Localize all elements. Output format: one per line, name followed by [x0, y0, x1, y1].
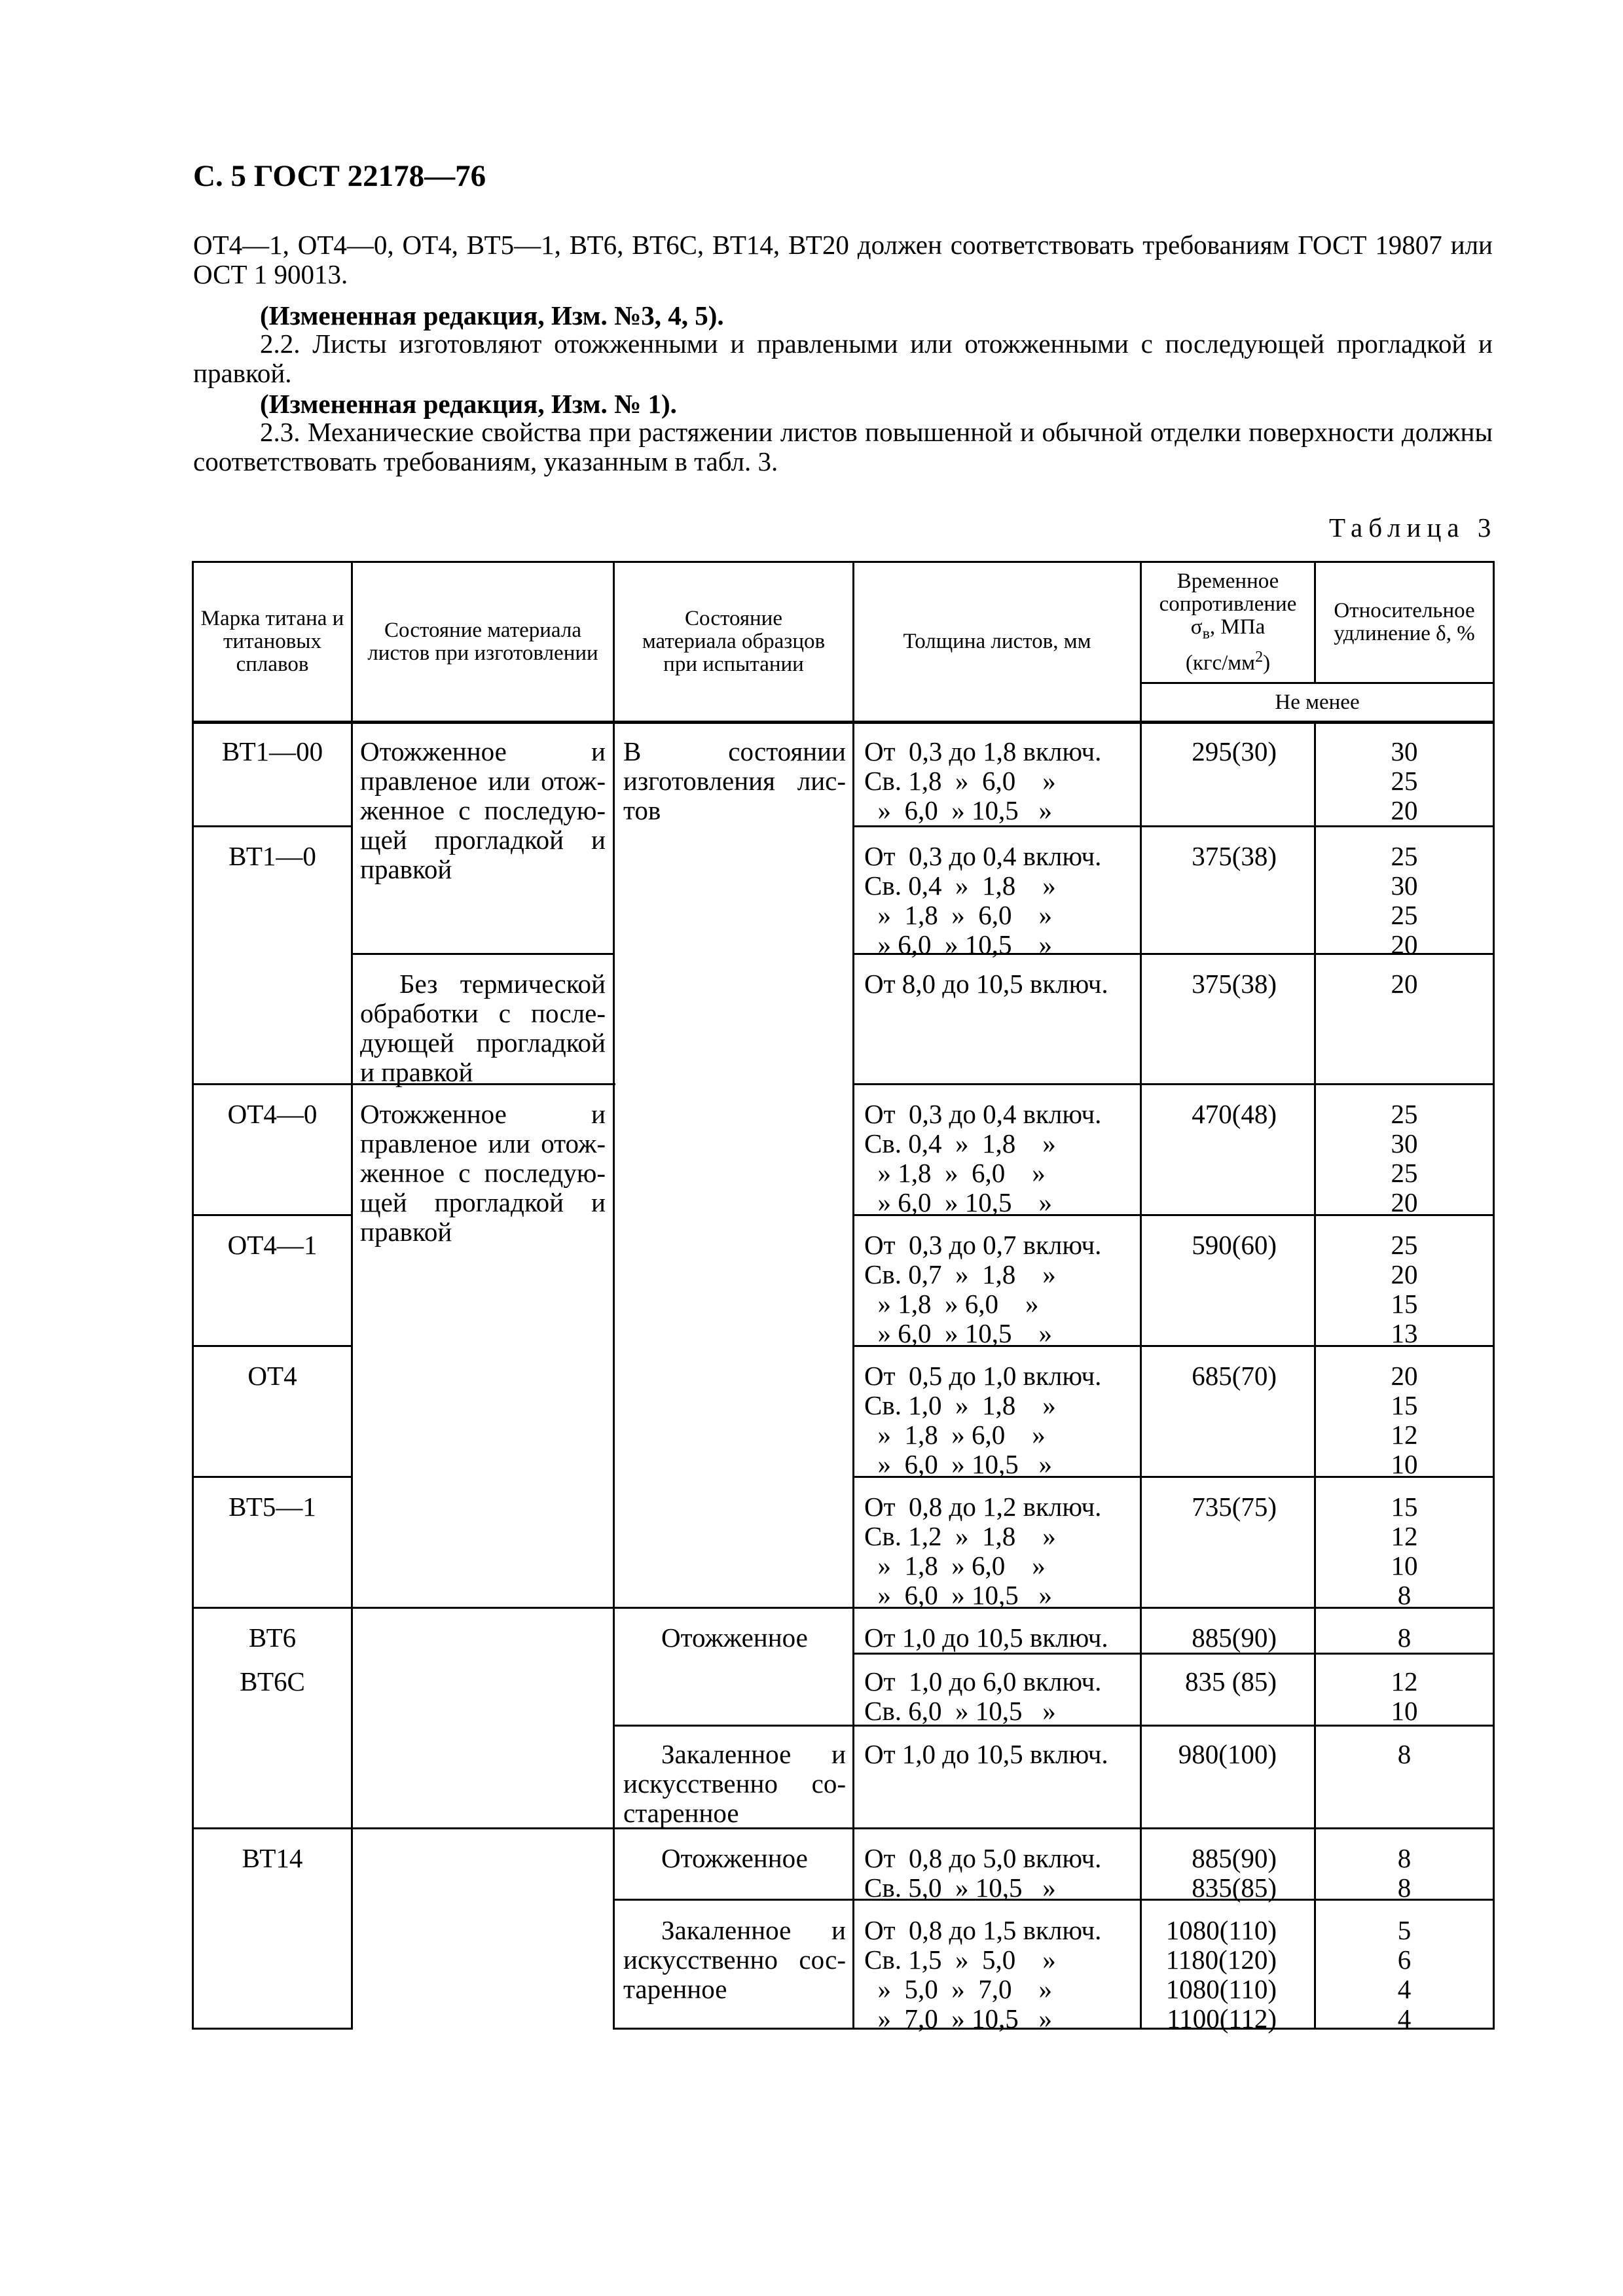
- thickness-cell-line: » 6,0 » 10,5 »: [864, 1318, 1052, 1348]
- elongation-cell-line: 4: [1397, 2003, 1412, 2034]
- elongation-cell-line: 25: [1391, 766, 1418, 796]
- elongation-cell-line: 4: [1397, 1974, 1412, 2004]
- elongation-cell: [1316, 1667, 1493, 1726]
- tensile-strength-cell-line: 375(38): [1192, 841, 1277, 871]
- elongation-cell-line: 20: [1391, 1361, 1418, 1391]
- thickness-cell-line: От 0,3 до 1,8 включ.: [864, 736, 1102, 766]
- elongation-cell-line: 30: [1391, 870, 1418, 901]
- elongation-cell-line: 20: [1391, 929, 1418, 960]
- elongation-cell-line: 15: [1391, 1289, 1418, 1319]
- tensile-strength-cell-line: 1080(110): [1165, 1974, 1277, 2004]
- state-line: Закаленное и: [661, 1739, 846, 1769]
- elongation-cell: [1316, 1623, 1493, 1653]
- state-testing-as-manufactured: [623, 737, 846, 825]
- tensile-strength-cell: [1142, 1230, 1277, 1260]
- thickness-cell-line: От 1,0 до 6,0 включ.: [864, 1666, 1102, 1696]
- header-strength-line: Временное сопротивление: [1159, 569, 1297, 617]
- state-line: тов: [623, 795, 661, 825]
- state-manufacture-annealed-straightened: [360, 737, 606, 884]
- table-rule: [192, 1476, 352, 1478]
- thickness-cell: [864, 1361, 1139, 1479]
- grade-ot4-1: ОТ4—1: [227, 1230, 318, 1260]
- tensile-strength-cell-line: 590(60): [1192, 1230, 1277, 1260]
- elongation-cell-line: 12: [1391, 1420, 1418, 1450]
- thickness-cell-line: Св. 5,0 » 10,5 »: [864, 1873, 1056, 1903]
- state-testing-annealed-vt14: Отожженное: [661, 1843, 808, 1873]
- elongation-cell-line: 30: [1391, 736, 1418, 766]
- table-border-bottom: [192, 2028, 352, 2030]
- elongation-cell-line: 20: [1391, 795, 1418, 825]
- thickness-cell-line: » 1,8 » 6,0 »: [864, 1289, 1039, 1319]
- elongation-cell-line: 5: [1397, 1915, 1412, 1945]
- header-thickness: Толщина листов, мм: [903, 630, 1091, 653]
- thickness-cell-line: » 6,0 » 10,5 »: [864, 929, 1052, 960]
- thickness-cell-line: » 1,8 » 6,0 »: [864, 1420, 1046, 1450]
- thickness-cell-line: От 1,0 до 10,5 включ.: [864, 1623, 1108, 1653]
- header-not-less: Не менее: [1275, 690, 1360, 714]
- amendment-note: (Измененная редакция, Изм. № 1).: [260, 389, 677, 419]
- tensile-strength-cell-line: 835(85): [1192, 1873, 1277, 1903]
- header-strength-alt-unit: [1186, 646, 1270, 675]
- thickness-cell: [864, 1492, 1139, 1610]
- grade-vt14: ВТ14: [242, 1843, 303, 1873]
- state-line: Закаленное и: [661, 1915, 846, 1945]
- grade-vt6s: ВТ6С: [240, 1666, 305, 1696]
- elongation-cell: [1316, 1230, 1493, 1348]
- state-line: Без термической: [399, 969, 606, 999]
- table-rule: [352, 953, 614, 955]
- state-line: щей прогладкой и: [360, 1187, 606, 1217]
- state-line: изготовления лис-: [623, 766, 846, 796]
- thickness-cell-line: » 1,8 » 6,0 »: [864, 1158, 1046, 1188]
- thickness-cell-line: Св. 1,0 » 1,8 »: [864, 1390, 1056, 1420]
- page-header: С. 5 ГОСТ 22178—76: [193, 159, 486, 193]
- elongation-cell: [1316, 1916, 1493, 2034]
- table-column-rule: [852, 561, 854, 2030]
- elongation-cell-line: 10: [1391, 1696, 1418, 1726]
- tensile-strength-cell-line: 885(90): [1192, 1843, 1277, 1873]
- elongation-cell-line: 20: [1391, 1259, 1418, 1289]
- unit-mpa: , МПа: [1209, 615, 1266, 639]
- grade-vt1-0: ВТ1—0: [228, 841, 316, 871]
- table-column-rule: [351, 561, 353, 2030]
- thickness-cell-line: Св. 1,2 » 1,8 »: [864, 1521, 1056, 1551]
- thickness-cell-line: От 0,3 до 0,4 включ.: [864, 1099, 1102, 1129]
- state-line: правкой: [360, 854, 452, 884]
- elongation-cell-line: 12: [1391, 1666, 1418, 1696]
- header-state-manufacture: Состояние материала листов при изготовлении: [367, 618, 598, 665]
- elongation-cell-line: 8: [1397, 1843, 1412, 1873]
- tensile-strength-cell-line: 885(90): [1192, 1623, 1277, 1653]
- table-border-right: [1493, 561, 1495, 2030]
- thickness-cell-line: От 0,8 до 1,5 включ.: [864, 1915, 1102, 1945]
- grade-vt5-1: ВТ5—1: [228, 1492, 316, 1522]
- elongation-cell-line: 13: [1391, 1318, 1418, 1348]
- tensile-strength-cell-line: 1080(110): [1165, 1915, 1277, 1945]
- elongation-cell-line: 15: [1391, 1390, 1418, 1420]
- elongation-cell: [1316, 737, 1493, 825]
- tensile-strength-cell: [1142, 1623, 1277, 1653]
- tensile-strength-cell: [1142, 1667, 1277, 1696]
- elongation-cell: [1316, 1844, 1493, 1903]
- state-testing-hardened-aged-vt14: [623, 1916, 846, 2004]
- header-elongation: Относительное удлинение δ, %: [1334, 599, 1475, 645]
- state-line: Отожженное и: [360, 736, 606, 766]
- thickness-cell-line: » 7,0 » 10,5 »: [864, 2003, 1052, 2034]
- tensile-strength-cell-line: 735(75): [1192, 1492, 1277, 1522]
- tensile-strength-cell-line: 835 (85): [1184, 1666, 1277, 1696]
- tensile-strength-cell: [1142, 1100, 1277, 1129]
- thickness-cell: [864, 1230, 1139, 1348]
- tensile-strength-cell: [1142, 1916, 1277, 2034]
- elongation-cell-line: 15: [1391, 1492, 1418, 1522]
- tensile-strength-cell: [1142, 1740, 1277, 1769]
- thickness-cell-line: » 1,8 » 6,0 »: [864, 1551, 1046, 1581]
- elongation-cell-line: 25: [1391, 900, 1418, 930]
- thickness-cell: [864, 1740, 1139, 1769]
- thickness-cell-line: От 0,8 до 1,2 включ.: [864, 1492, 1102, 1522]
- tensile-strength-cell: [1142, 737, 1277, 766]
- thickness-cell-line: От 0,8 до 5,0 включ.: [864, 1843, 1102, 1873]
- elongation-cell: [1316, 969, 1493, 999]
- thickness-cell: [864, 969, 1139, 999]
- thickness-cell-line: Св. 1,5 » 5,0 »: [864, 1945, 1056, 1975]
- thickness-cell-line: От 0,3 до 0,7 включ.: [864, 1230, 1102, 1260]
- paragraph-2-2: 2.2. Листы изготовляют отожженными и правлеными или отожженными с последующей прогладкой и правкой.: [193, 329, 1493, 388]
- header-tensile-strength: [1142, 563, 1314, 682]
- state-manufacture-annealed-straightened-2: [360, 1100, 606, 1247]
- tensile-strength-cell-line: 980(100): [1178, 1739, 1277, 1769]
- thickness-cell-line: Св. 0,4 » 1,8 »: [864, 870, 1056, 901]
- thickness-cell: [864, 1844, 1139, 1903]
- tensile-strength-cell-line: 685(70): [1192, 1361, 1277, 1391]
- elongation-cell-line: 8: [1397, 1580, 1412, 1610]
- state-line: дующей прогладкой: [360, 1028, 606, 1058]
- table-rule: [854, 825, 1495, 827]
- thickness-cell: [864, 1916, 1139, 2034]
- tensile-strength-cell-line: 375(38): [1192, 969, 1277, 999]
- grade-vt1-00: ВТ1—00: [221, 736, 323, 766]
- elongation-cell: [1316, 1100, 1493, 1217]
- thickness-cell-line: Св. 1,8 » 6,0 »: [864, 766, 1056, 796]
- state-line: искусственно со-: [623, 1768, 846, 1799]
- elongation-cell-line: 25: [1391, 1099, 1418, 1129]
- state-line: старенное: [623, 1798, 739, 1828]
- tensile-strength-cell-line: 470(48): [1192, 1099, 1277, 1129]
- thickness-cell-line: » 5,0 » 7,0 »: [864, 1974, 1052, 2004]
- unit-kgf: (кгс/мм: [1185, 651, 1256, 675]
- state-line: таренное: [623, 1974, 727, 2004]
- elongation-cell-line: 20: [1391, 969, 1418, 999]
- elongation-cell-line: 25: [1391, 1230, 1418, 1260]
- thickness-cell-line: От 0,5 до 1,0 включ.: [864, 1361, 1102, 1391]
- tensile-strength-cell-line: 1100(112): [1167, 2003, 1277, 2034]
- state-line: щей прогладкой и: [360, 825, 606, 855]
- table-rule: [192, 1345, 352, 1347]
- table-rule: [192, 1214, 352, 1216]
- grade-vt6: ВТ6: [248, 1623, 297, 1653]
- table-rule: [192, 1607, 1495, 1609]
- elongation-cell-line: 25: [1391, 1158, 1418, 1188]
- sigma-symbol: σ: [1190, 615, 1203, 639]
- state-line: правленое или отож-: [360, 1128, 606, 1158]
- elongation-cell-line: 8: [1397, 1623, 1412, 1653]
- elongation-cell-line: 8: [1397, 1873, 1412, 1903]
- state-line: и правкой: [360, 1057, 473, 1087]
- tensile-strength-cell: [1142, 1361, 1277, 1391]
- state-testing-annealed: Отожженное: [661, 1623, 808, 1653]
- table-column-rule: [613, 561, 615, 2030]
- thickness-cell-line: » 6,0 » 10,5 »: [864, 1449, 1052, 1479]
- thickness-cell-line: » 6,0 » 10,5 »: [864, 795, 1052, 825]
- elongation-cell-line: 8: [1397, 1739, 1412, 1769]
- tensile-strength-cell-line: 295(30): [1192, 736, 1277, 766]
- table-rule: [854, 1083, 1495, 1085]
- tensile-strength-cell: [1142, 969, 1277, 999]
- state-line: женное с последую-: [360, 795, 606, 825]
- elongation-cell-line: 10: [1391, 1449, 1418, 1479]
- elongation-cell: [1316, 1740, 1493, 1769]
- thickness-cell: [864, 737, 1139, 825]
- thickness-cell-line: Св. 0,7 » 1,8 »: [864, 1259, 1056, 1289]
- thickness-cell-line: » 6,0 » 10,5 »: [864, 1187, 1052, 1217]
- state-line: женное с последую-: [360, 1158, 606, 1188]
- elongation-cell-line: 10: [1391, 1551, 1418, 1581]
- elongation-cell-line: 6: [1397, 1945, 1412, 1975]
- thickness-cell: [864, 1100, 1139, 1217]
- state-line: правкой: [360, 1217, 452, 1247]
- table-label: Таблица 3: [1329, 512, 1497, 543]
- unit-kgf-superscript: 2: [1255, 648, 1264, 666]
- elongation-cell-line: 25: [1391, 841, 1418, 871]
- paragraph-2-3: 2.3. Механические свойства при растяжении листов повышенной и обычной отделки поверхности должны соответствовать требованиям, указанным в табл. 3.: [193, 417, 1493, 476]
- state-line: искусственно сос-: [623, 1945, 846, 1975]
- thickness-cell-line: Св. 0,4 » 1,8 »: [864, 1128, 1056, 1158]
- table-border-left: [192, 561, 194, 2030]
- header-grade: Марка титана и титановых сплавов: [200, 607, 344, 676]
- thickness-cell-line: » 1,8 » 6,0 »: [864, 900, 1052, 930]
- elongation-cell: [1316, 1361, 1493, 1479]
- thickness-cell: [864, 1623, 1139, 1653]
- state-line: правленое или отож-: [360, 766, 606, 796]
- state-line: В состоянии: [623, 736, 846, 766]
- elongation-cell-line: 12: [1391, 1521, 1418, 1551]
- header-strength-unit: [1191, 616, 1265, 646]
- amendment-note: (Измененная редакция, Изм. №3, 4, 5).: [260, 300, 724, 331]
- thickness-cell-line: От 1,0 до 10,5 включ.: [864, 1739, 1108, 1769]
- table-rule: [854, 1653, 1495, 1655]
- tensile-strength-cell: [1142, 1492, 1277, 1522]
- elongation-cell-line: 30: [1391, 1128, 1418, 1158]
- state-manufacture-no-heat-treatment: [360, 969, 606, 1087]
- elongation-cell: [1316, 1492, 1493, 1610]
- tensile-strength-cell: [1142, 842, 1277, 871]
- paragraph-continuation: ОТ4—1, ОТ4—0, ОТ4, ВТ5—1, ВТ6, ВТ6С, ВТ14, ВТ20 должен соответствовать требованиям ГОСТ 19807 или ОСТ 1 90013.: [193, 230, 1493, 289]
- header-state-testing: Состояние материала образцов при испытании: [642, 607, 826, 676]
- elongation-cell: [1316, 842, 1493, 960]
- tensile-strength-cell: [1142, 1844, 1277, 1903]
- thickness-cell: [864, 1667, 1139, 1726]
- grade-ot4: ОТ4: [247, 1361, 297, 1391]
- thickness-cell-line: » 6,0 » 10,5 »: [864, 1580, 1052, 1610]
- thickness-cell-line: Св. 6,0 » 10,5 »: [864, 1696, 1056, 1726]
- tensile-strength-cell-line: 1180(120): [1165, 1945, 1277, 1975]
- state-line: Отожженное и: [360, 1099, 606, 1129]
- state-line: обработки с после-: [360, 998, 606, 1028]
- thickness-cell-line: От 8,0 до 10,5 включ.: [864, 969, 1108, 999]
- table-rule: [192, 825, 352, 827]
- elongation-cell-line: 20: [1391, 1187, 1418, 1217]
- sigma-subscript: в: [1202, 625, 1210, 643]
- thickness-cell-line: От 0,3 до 0,4 включ.: [864, 841, 1102, 871]
- grade-ot4-0: ОТ4—0: [227, 1099, 318, 1129]
- state-testing-hardened-aged: [623, 1740, 846, 1828]
- table-header-rule: [192, 721, 1495, 724]
- thickness-cell: [864, 842, 1139, 960]
- unit-kgf-close: ): [1263, 651, 1271, 675]
- table-column-rule: [1140, 561, 1142, 2030]
